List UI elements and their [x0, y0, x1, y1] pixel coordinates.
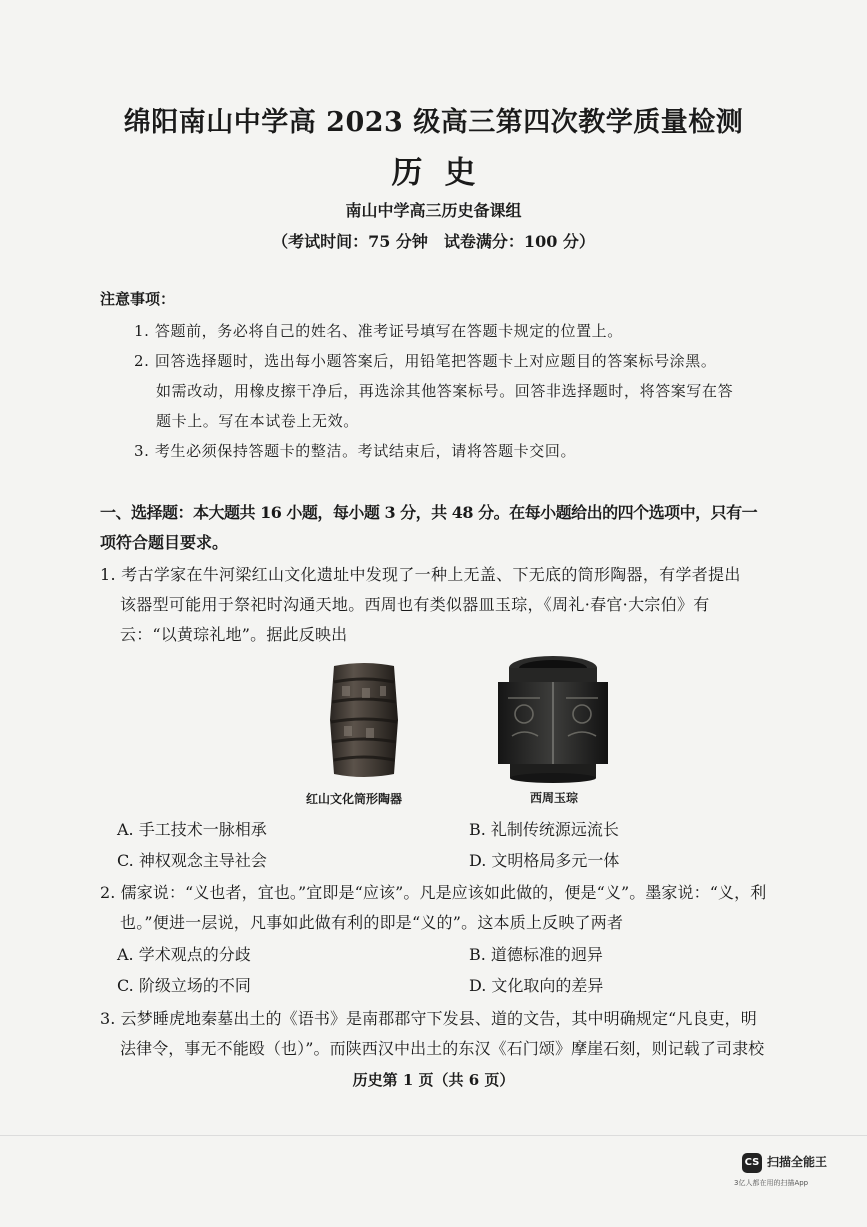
question-text: 该器型可能用于祭祀时沟通天地。西周也有类似器皿玉琮，《周礼·春官·大宗伯》有	[120, 595, 710, 614]
camscanner-logo-icon: CS	[742, 1153, 762, 1173]
notice-item: 3. 考生必须保持答题卡的整洁。考试结束后，请将答题卡交回。	[134, 442, 577, 460]
exam-title: 绵阳南山中学高 2023 级高三第四次教学质量检测	[123, 107, 744, 138]
western-zhou-jade-cong-image	[492, 652, 614, 784]
option-d: D. 文明格局多元一体	[469, 851, 620, 870]
subject-title: 历史	[391, 155, 498, 191]
option-a: A. 学术观点的分歧	[117, 945, 251, 964]
option-b: B. 道德标准的迥异	[469, 945, 603, 964]
question-text: 法律令，事无不能殴（也）”。而陕西汉中出土的东汉《石门颂》摩崖石刻，则记载了司隶校	[120, 1039, 765, 1058]
footer-divider	[0, 1135, 867, 1136]
prep-group: 南山中学高三历史备课组	[345, 201, 522, 220]
notice-item: 1. 答题前，务必将自己的姓名、准考证号填写在答题卡规定的位置上。	[134, 322, 623, 340]
notice-item: 如需改动，用橡皮擦干净后，再选涂其他答案标号。回答非选择题时，将答案写在答	[156, 382, 734, 400]
notice-heading: 注意事项：	[100, 290, 176, 308]
question-text: 云：“以黄琮礼地”。据此反映出	[120, 625, 348, 644]
option-c: C. 阶级立场的不同	[117, 976, 251, 995]
notice-item: 题卡上。写在本试卷上无效。	[156, 412, 359, 430]
option-a: A. 手工技术一脉相承	[117, 820, 267, 839]
image-caption: 西周玉琮	[530, 791, 579, 805]
option-d: D. 文化取向的差异	[469, 976, 604, 995]
question-text: 3. 云梦睡虎地秦墓出土的《语书》是南郡郡守下发县、道的文告，其中明确规定“凡良吏，明	[100, 1009, 757, 1028]
page-footer: 历史第 1 页（共 6 页）	[352, 1071, 515, 1089]
question-text: 2. 儒家说：“义也者，宜也。”宜即是“应该”。凡是应该如此做的，便是“义”。墨家说：“义，利	[100, 883, 767, 902]
option-b: B. 礼制传统源远流长	[469, 820, 619, 839]
scanner-app-name: 扫描全能王	[767, 1155, 828, 1169]
scanner-tagline: 3亿人都在用的扫描App	[734, 1179, 809, 1187]
notice-item: 2. 回答选择题时，选出每小题答案后，用铅笔把答题卡上对应题目的答案标号涂黑。	[134, 352, 717, 370]
section-heading: 一、选择题：本大题共 16 小题，每小题 3 分，共 48 分。在每小题给出的四个选项中，只有一	[100, 503, 758, 522]
exam-time-info: （考试时间：75 分钟 试卷满分：100 分）	[272, 232, 595, 251]
question-text: 也。”便进一层说，凡事如此做有利的即是“义的”。这本质上反映了两者	[120, 913, 624, 932]
image-caption: 红山文化筒形陶器	[306, 792, 403, 806]
section-heading: 项符合题目要求。	[100, 533, 229, 552]
hongshan-pottery-image	[318, 660, 410, 780]
question-text: 1. 考古学家在牛河梁红山文化遗址中发现了一种上无盖、下无底的筒形陶器，有学者提出	[100, 565, 741, 584]
option-c: C. 神权观念主导社会	[117, 851, 267, 870]
